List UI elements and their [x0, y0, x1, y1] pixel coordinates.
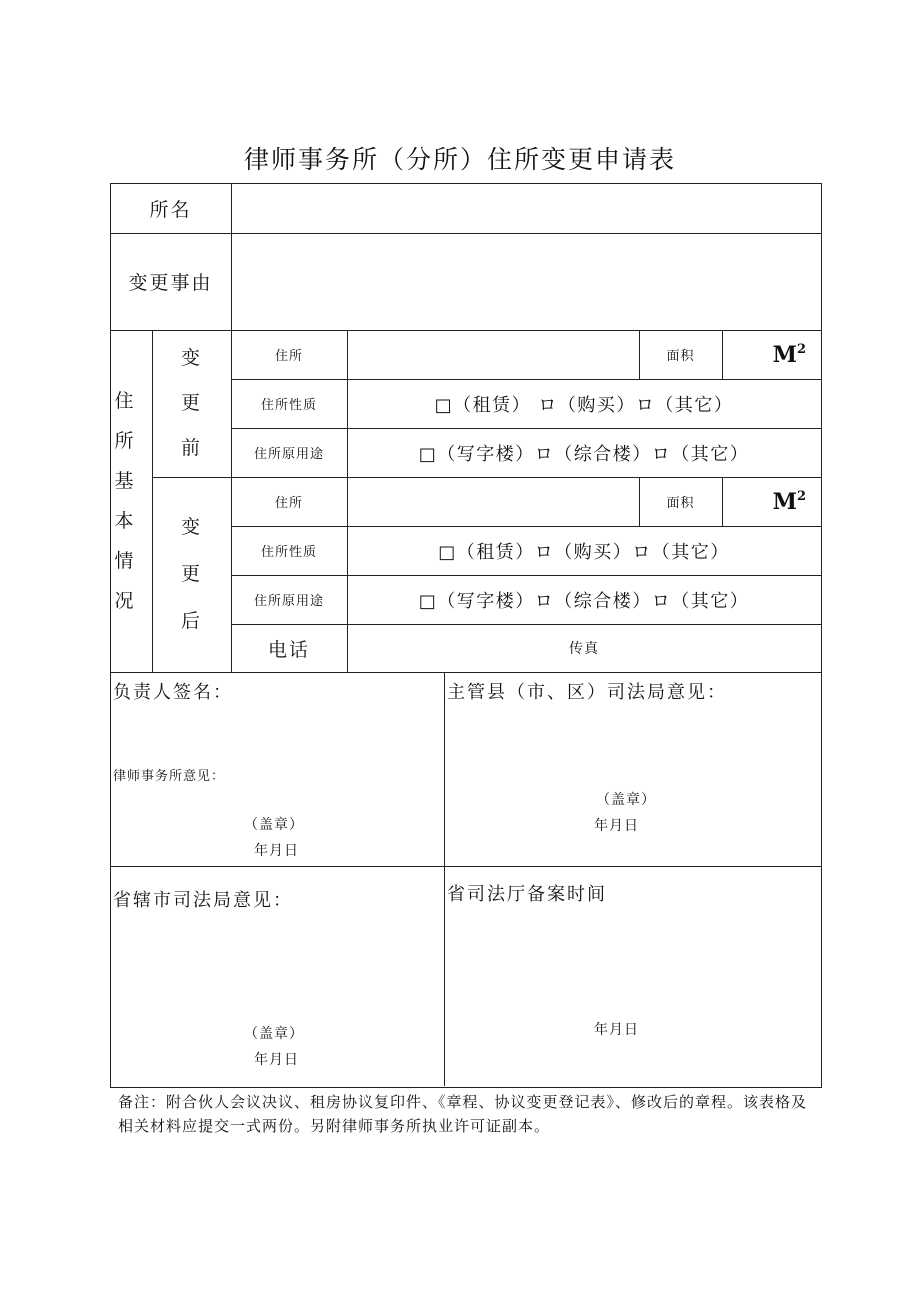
- basic-info-char: 所: [114, 429, 136, 452]
- firm-seal-label: （盖章）: [244, 817, 304, 833]
- city-date-label: 年月日: [254, 1052, 299, 1068]
- basic-info-char: 基: [114, 469, 136, 492]
- after-address-label: 住所: [274, 496, 303, 511]
- before-usage-options[interactable]: □（写字楼）ロ（综合楼）ロ（其它）: [418, 443, 750, 465]
- county-opinion-label: 主管县（市、区）司法局意见：: [447, 682, 727, 703]
- area-unit-text: M: [772, 489, 797, 515]
- change-reason-field[interactable]: [232, 234, 820, 330]
- area-unit-text: M: [772, 342, 797, 368]
- after-usage-label: 住所原用途: [253, 594, 324, 609]
- firm-name-field[interactable]: [232, 184, 820, 233]
- area-unit-sup: 2: [796, 342, 806, 357]
- before-address-label: 住所: [274, 349, 303, 364]
- before-nature-label: 住所性质: [260, 398, 317, 413]
- after-address-field[interactable]: [348, 478, 639, 526]
- county-seal-label: （盖章）: [596, 792, 656, 808]
- after-label: [152, 477, 231, 672]
- row-divider: [110, 866, 821, 867]
- area-unit-sup: 2: [796, 489, 806, 504]
- before-usage-label: 住所原用途: [253, 447, 324, 462]
- before-area-unit[interactable]: [722, 330, 820, 379]
- province-date-label: 年月日: [594, 1022, 639, 1038]
- change-reason-label: 变更事由: [128, 272, 213, 294]
- after-char: 后: [180, 610, 202, 632]
- basic-info-label: [110, 330, 140, 672]
- before-char: 变: [180, 347, 202, 369]
- phone-label: 电话: [267, 638, 310, 661]
- after-area-label: 面积: [666, 496, 695, 511]
- basic-info-char: 况: [114, 589, 136, 612]
- after-char: 变: [180, 516, 202, 538]
- province-record-label: 省司法厅备案时间: [447, 884, 607, 905]
- city-seal-label: （盖章）: [244, 1026, 304, 1042]
- before-char: 更: [180, 392, 202, 414]
- before-address-field[interactable]: [348, 331, 639, 379]
- row-divider: [110, 672, 821, 673]
- form-title: 律师事务所（分所）住所变更申请表: [243, 145, 676, 174]
- col-divider: [444, 672, 445, 1086]
- after-nature-label: 住所性质: [260, 545, 317, 560]
- before-char: 前: [180, 437, 202, 459]
- basic-info-char: 本: [114, 509, 136, 532]
- before-label: [152, 330, 231, 477]
- after-area-unit[interactable]: [722, 477, 820, 526]
- before-nature-options[interactable]: □（租赁） ロ（购买）ロ（其它）: [434, 394, 734, 416]
- signature-label: 负责人签名：: [113, 682, 233, 703]
- basic-info-char: 情: [114, 549, 136, 572]
- firm-name-label: 所名: [149, 198, 192, 221]
- firm-opinion-label: 律师事务所意见：: [113, 769, 226, 784]
- firm-date-label: 年月日: [254, 843, 299, 859]
- fax-label[interactable]: 传真: [569, 641, 599, 657]
- basic-info-char: 住: [114, 389, 136, 412]
- county-date-label: 年月日: [594, 818, 639, 834]
- after-nature-options[interactable]: □（租赁）ロ（购买）ロ（其它）: [438, 541, 730, 563]
- form-note: 备注：附合伙人会议决议、租房协议复印件、《章程、协议变更登记表》、修改后的章程。该表格及相关材料应提交一式两份。另附律师事务所执业许可证副本。: [118, 1093, 808, 1135]
- city-opinion-label: 省辖市司法局意见：: [113, 890, 293, 911]
- after-char: 更: [180, 563, 202, 585]
- after-usage-options[interactable]: □（写字楼）ロ（综合楼）ロ（其它）: [418, 590, 750, 612]
- before-area-label: 面积: [666, 349, 695, 364]
